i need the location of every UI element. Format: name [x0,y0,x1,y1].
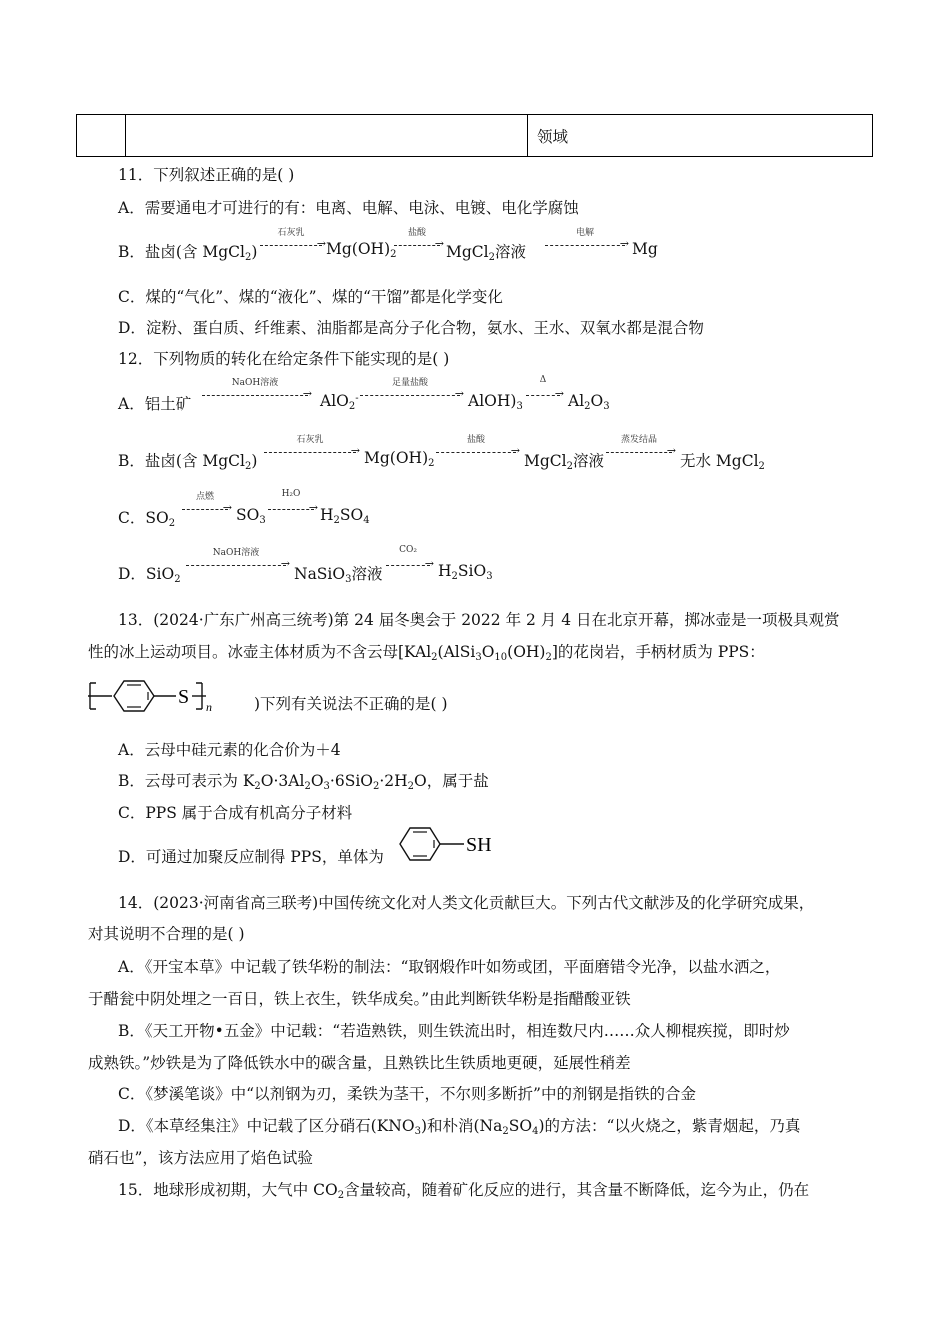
pps-structure [86,673,226,719]
pps-n-label: n [206,700,212,714]
q11-option-c: C．煤的“气化”、煤的“液化”、煤的“干馏”都是化学变化 [118,288,503,306]
q13-stem-line2: 性的冰上运动项目。冰壶主体材质为不含云母[$KAl_2(AlSi_3O_{10}(OH)_2]$的花岗岩，手柄材质为 PPS： [88,643,765,663]
q13-option-c: C．PPS 属于合成有机高分子材料 [118,804,353,822]
sh-label: SH [466,834,492,856]
pps-sulfur-label: S [178,686,190,708]
q13-option-d: D．可通过加聚反应制得 PPS，单体为 [118,848,384,866]
formula: $H_2SiO_3$ [438,562,493,582]
formula: $Mg(OH)_2$ [364,449,435,469]
q12-option-b: B．盐卤(含 MgCl$_2$) [118,452,258,472]
q14-option-b-line2: 成熟铁。”炒铁是为了降低铁水中的碳含量，且熟铁比生铁质地更硬，延展性稍差 [88,1054,631,1072]
pps-structure-drawing [86,673,226,719]
q15-stem-line1: 15．地球形成初期，大气中 $CO_2$含量较高，随着矿化反应的进行，其含量不断降低，迄今为止，仍在 [118,1181,810,1201]
q13-stem-line3: )下列有关说法不正确的是( ) [254,695,448,713]
formula: AlO$_2$- [320,392,359,412]
q14-option-a-line2: 于醋瓮中阴处埋之一百日，铁上衣生，铁华成矣。”由此判断铁华粉是指醋酸亚铁 [88,990,631,1008]
table-fragment [76,114,873,157]
reaction-arrow: NaOH溶液 → [186,556,286,578]
q14-option-a-line1: A．《开宝本草》中记载了铁华粉的制法：“取钢煅作叶如笏或团，平面磨错令光净，以盐水洒之， [118,958,781,976]
formula: MgCl$_2$溶液 [446,243,527,263]
reaction-arrow: 电解 → [545,236,625,258]
q14-option-b-line1: B．《天工开物•五金》中记载：“若造熟铁，则生铁流出时，相连数尺内……众人柳棍疾搅，即时炒 [118,1022,790,1040]
q13-option-b: B．云母可表示为 $K_2O\cdot 3Al_2O_3\cdot 6SiO_2\cdot 2H_2O$，属于盐 [118,772,489,792]
q13-stem-line1: 13．(2024·广东广州高三统考)第 24 届冬奥会于 2022 年 2 月 4 日在北京开幕，掷冰壶是一项极具观赏 [118,611,840,629]
q12-option-d: D．SiO$_2$ [118,565,181,585]
formula: $H_2SO_4$ [320,506,370,526]
table-divider [527,115,528,156]
formula: NaSiO$_3$溶液 [294,565,383,585]
formula: Mg [632,240,658,258]
q14-stem-line1: 14．(2023·河南省高三联考)中国传统文化对人类文化贡献巨大。下列古代文献涉及的化学研究成果， [118,894,815,912]
q11-option-d: D．淀粉、蛋白质、纤维素、油脂都是高分子化合物，氨水、王水、双氧水都是混合物 [118,319,704,337]
reaction-arrow: CO₂ → [386,556,430,578]
formula: 无水 MgCl$_2$ [680,452,765,472]
formula: $SO_3$ [236,506,266,526]
thiophenol-drawing [396,822,506,866]
q11-stem: 11．下列叙述正确的是( ) [118,166,295,184]
monomer-structure [396,822,506,866]
q14-option-d-line2: 硝石也”，该方法应用了焰色试验 [88,1149,313,1167]
reaction-arrow: 足量盐酸 → [360,386,460,408]
reaction-arrow: 石灰乳 → [264,443,356,465]
q12-option-c: C．$SO_2$ [118,509,176,529]
formula: $Al_2O_3$ [568,392,610,412]
table-divider [125,115,126,156]
q12-stem: 12．下列物质的转化在给定条件下能实现的是( ) [118,350,450,368]
formula: $AlOH)_3$ [468,392,523,412]
reaction-arrow: 盐酸 → [436,443,516,465]
q13-option-a: A．云母中硅元素的化合价为＋4 [118,741,341,759]
reaction-arrow: 点燃 → [182,500,228,522]
q14-stem-line2: 对其说明不合理的是( ) [88,925,245,943]
q14-option-d-line1: D．《本草经集注》中记载了区分硝石$(KNO_3)$和朴消$(Na_2SO_4)$的方法：“以火烧之，紫青烟起，乃真 [118,1117,801,1137]
q11-option-b: B．盐卤(含 MgCl$_2$) [118,243,258,263]
reaction-arrow: 盐酸 → [394,236,440,258]
q14-option-c: C．《梦溪笔谈》中“以剂钢为刃，柔铁为茎干，不尔则多断折”中的剂钢是指铁的合金 [118,1085,696,1103]
q12-option-a: A．铝土矿 [118,395,192,413]
formula: $Mg(OH)_2$ [326,240,397,260]
reaction-arrow: 蒸发结晶 → [606,443,672,465]
reaction-arrow: H₂O → [268,500,314,522]
q11-option-a: A．需要通电才可进行的有：电离、电解、电泳、电镀、电化学腐蚀 [118,199,579,217]
reaction-arrow: Δ → [526,386,560,408]
formula: MgCl$_2$溶液 [524,452,605,472]
reaction-arrow: 石灰乳 → [260,236,322,258]
table-cell: 领域 [537,128,569,146]
reaction-arrow: NaOH溶液 → [202,386,308,408]
